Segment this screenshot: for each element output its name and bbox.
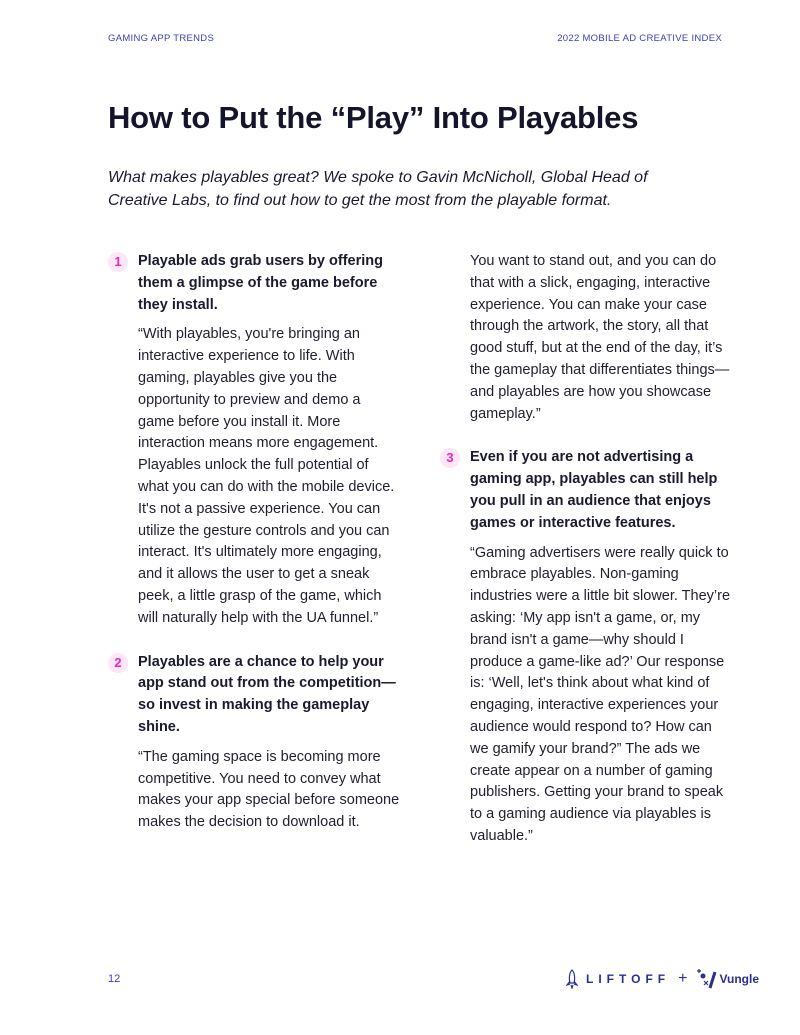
item-heading: Playable ads grab users by offering them a glimpse of the game before they install.	[138, 253, 383, 313]
header-section-label: GAMING APP TRENDS	[108, 33, 215, 44]
vungle-logo-text: Vungle	[719, 972, 760, 986]
plus-sign: +	[678, 970, 688, 987]
right-column	[446, 251, 732, 870]
page-title: How to Put the “Play” Into Playables	[108, 100, 639, 135]
list-item-continued	[470, 251, 732, 425]
footer-logos	[566, 968, 759, 990]
liftoff-logo-text: LIFTOFF	[586, 972, 671, 986]
number-badge: 1	[108, 252, 128, 272]
vungle-mark-icon	[695, 968, 717, 990]
list-item	[114, 251, 400, 630]
item-heading: Even if you are not advertising a gaming app, playables can still help you pull in an audience that enjoys games or interactive features.	[470, 449, 718, 531]
number-badge: 3	[440, 448, 460, 468]
item-quote-continued: You want to stand out, and you can do that with a slick, engaging, interactive experience. You can make your case through the artwork, the story, all that good stuff, but at the end of the day, it’s the gameplay that differentiates things—and playables are how you showcase gameplay.”	[470, 253, 730, 422]
item-quote: “With playables, you're bringing an interactive experience to life. With gaming, playables give you the opportunity to preview and demo a game before you install it. More interaction means more engagement. Playables unlock the full potential of what you can do with the mobile device. It's not a passive experience. You can utilize the gesture controls and you can interact. It's ultimately more engaging, and it allows the user to get a sneak peek, a little grasp of the game, which will naturally help with the UA funnel.”	[138, 326, 395, 626]
intro-text: What makes playables great? We spoke to Gavin McNicholl, Global Head of Creative Labs, to find out how to get the most from the playable format.	[108, 169, 648, 209]
list-item	[114, 652, 400, 834]
item-quote: “Gaming advertisers were really quick to embrace playables. Non-gaming industries were a little bit slower. They’re asking: ‘My app isn't a game, or, my brand isn't a game—why should I produce a game-like ad?’ Our response is: ‘Well, let's think about what kind of engaging, interactive experiences your audience would respond to? How can we gamify your brand?” The ads we create appear on a number of gaming publishers. Getting your brand to speak to a gaming audience via playables is valuable.”	[470, 544, 731, 844]
item-quote: “The gaming space is becoming more competitive. You need to convey what makes your app special before someone makes the decision to download it.	[138, 748, 400, 831]
item-heading: Playables are a chance to help your app stand out from the competition—so invest in making the gameplay shine.	[138, 653, 396, 735]
page-number: 12	[108, 973, 121, 985]
rocket-icon	[566, 969, 578, 989]
left-column	[114, 251, 400, 856]
number-badge: 2	[108, 653, 128, 673]
list-item	[446, 447, 732, 847]
header-report-title: 2022 MOBILE AD CREATIVE INDEX	[557, 33, 722, 44]
